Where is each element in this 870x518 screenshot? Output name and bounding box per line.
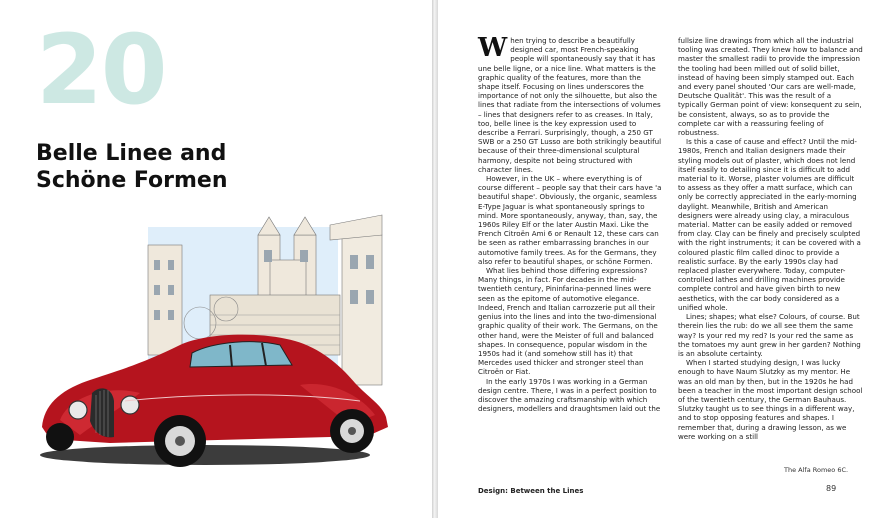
- paragraph: In the early 1970s I was working in a German design centre. There, I was in a perfect position to discover the amazing craftsmanship with which designers, modellers and draughtsmen laid out the: [478, 376, 661, 414]
- text-column-2: [678, 36, 863, 441]
- image-caption: The Alfa Romeo 6C.: [784, 466, 849, 474]
- paragraph: Lines; shapes; what else? Colours, of course. But therein lies the rub: do we all see them the same way? Is your red my red? Is your red the same as the tomatoes my aunt grew in her garden? Nothing is an absolute certainty.: [678, 312, 861, 358]
- right-page: [438, 0, 870, 518]
- paragraph: fullsize line drawings from which all the industrial tooling was created. They knew how to balance and master the smallest radii to provide the impression the tooling had been milled out of solid billet, instead of having been simply stamped out. Each and every panel shouted 'Our cars are well-made, Deutsche Qualität'. This was the result of a typically German point of view: konsequent zu sein, be consistent, always, so as to provide the complete car with a reassuring feeling of robustness.: [678, 36, 863, 138]
- paragraph-text: hen trying to describe a beautifully designed car, most French-speaking people will spontaneously say that it has une belle ligne, or a nice line. What matters is the graphic quality of the features, more than the shape itself. Focusing on lines underscores the importance of not only the silhouette, but also the lines that radiate from the intersections of volumes – lines that designers refer to as creases. In Italy, too, belle linee is the key expression used to describe a Ferrari. Surprisingly, though, a 250 GT SWB or a 250 GT Lusso are both strikingly beautiful because of their three-dimensional sculptural harmony, despite not being structured with character lines.: [478, 36, 662, 174]
- paragraph: However, in the UK – where everything is of course different – people say that their cars have 'a beautiful shape'. Obviously, the organic, seamless E-Type Jaguar is what spontaneously springs to mind. More spontaneously, anyway, than, say, the 1960s Riley Elf or the later Austin Maxi. Like the French Citroën Ami 6 or Renault 12, these cars can be seen as rather embarrassing branches in our automotive family trees. As for the Germans, they also refer to beautiful shapes, or schöne Formen.: [478, 174, 662, 266]
- alfa-romeo-illustration: [30, 205, 400, 480]
- page-number: 89: [826, 484, 837, 493]
- drop-cap: W: [478, 33, 508, 63]
- chapter-number: 20: [36, 14, 166, 126]
- left-page: [0, 0, 432, 518]
- chapter-title-line-2: Schöne Formen: [36, 168, 228, 193]
- running-footer: Design: Between the Lines: [478, 487, 584, 495]
- text-column-1: [478, 33, 663, 414]
- paragraph: When I started studying design, I was lucky enough to have Naum Slutzky as my mentor. He was an old man by then, but in the 1920s he had been a teacher in the most important design school of the twentieth century, the German Bauhaus. Slutzky taught us to see things in a different way, and to stop opposing features and shapes. I remember that, during a drawing lesson, as we were working on a still: [678, 358, 863, 441]
- paragraph: [478, 33, 663, 174]
- chapter-title: [36, 140, 228, 194]
- paragraph: What lies behind those differing expressions? Many things, in fact. For decades in the mid-twentieth century, Pininfarina-penned lines were seen as the epitome of automotive elegance. Indeed, French and Italian carrozzerie put all their genius into the lines and into the two-dimensional graphic quality of their work. The Germans, on the other hand, were the Meister of full and balanced shapes. In consequence, popular wisdom in the 1950s had it (and somehow still has it) that Mercedes used thicker and stronger steel than Citroën or Fiat.: [478, 266, 658, 377]
- paragraph: Is this a case of cause and effect? Until the mid-1980s, French and Italian designers made their styling models out of plaster, which does not lend itself easily to detailing since it is difficult to add material to it. Worse, plaster volumes are difficult to assess as they offer a matt surface, which can only be correctly appreciated in the early-morning daylight. Meanwhile, British and American designers were already using clay, a miraculous material. Matter can be easily added or removed from clay. Clay can be finely and precisely sculpted with the right instruments; it can be covered with a coloured plastic film called dinoc to provide a realistic surface. By the early 1990s clay had replaced plaster everywhere. Today, computer-controlled lathes and drilling machines provide complete control and have given birth to new aesthetics, with the car body considered as a unified whole.: [678, 137, 861, 312]
- chapter-title-line-1: Belle Linee and: [36, 141, 227, 166]
